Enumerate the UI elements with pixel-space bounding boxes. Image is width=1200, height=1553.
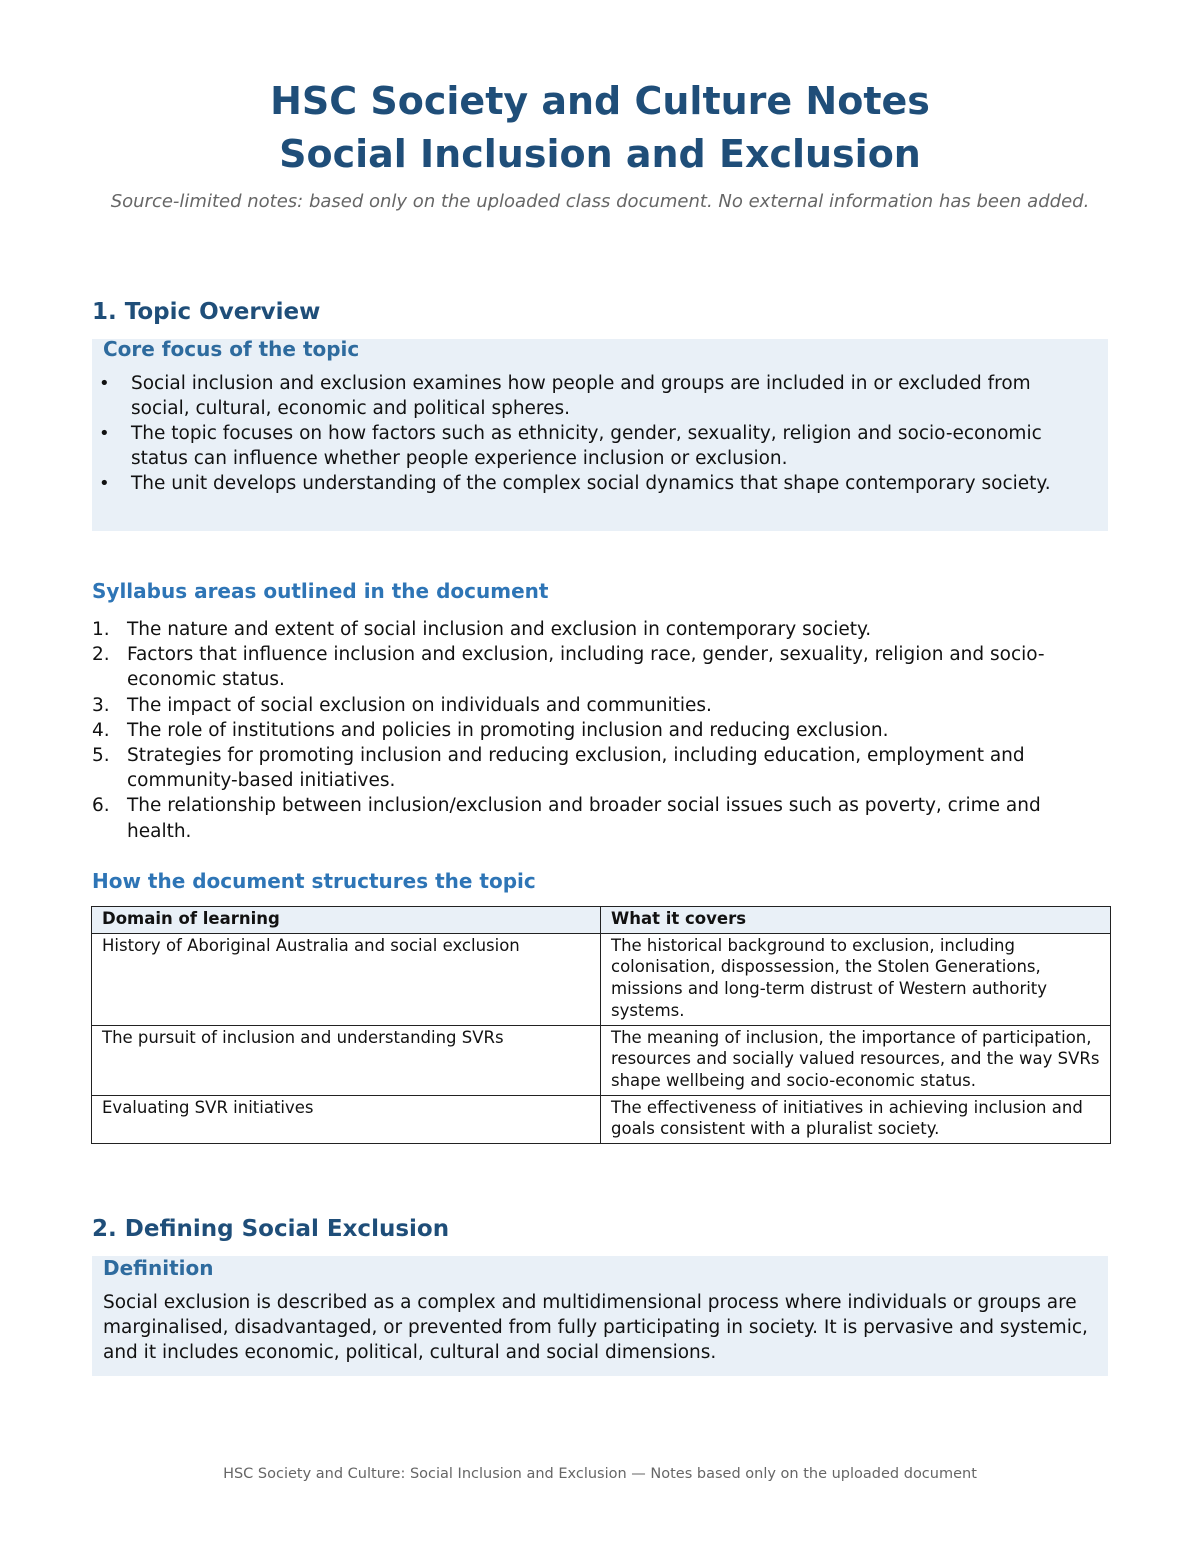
section-heading-topic-overview: 1. Topic Overview [92, 299, 321, 325]
list-item [92, 743, 1108, 793]
structure-heading: How the document structures the topic [92, 869, 536, 893]
list-number: 3. [92, 694, 110, 716]
list-text: Factors that influence inclusion and exclusion, including race, gender, sexuality, religion and socio-economic status. [127, 644, 1045, 691]
list-number: 6. [92, 795, 110, 817]
document-title-line-1: HSC Society and Culture Notes [270, 79, 930, 123]
list-item: • The unit develops understanding of the complex social dynamics that shape contemporary society. [92, 471, 1091, 496]
list-item [92, 617, 1108, 642]
list-text: The nature and extent of social inclusion and exclusion in contemporary society. [127, 619, 872, 640]
table-cell: The pursuit of inclusion and understanding SVRs [92, 1025, 601, 1095]
table-cell: The historical background to exclusion, including colonisation, dispossession, the Stolen Generations, missions and long-term distrust of Western authority systems. [601, 933, 1111, 1025]
list-number: 1. [92, 619, 110, 640]
list-item [92, 693, 1108, 718]
core-focus-list [92, 371, 1091, 496]
domain-table [91, 906, 1111, 1144]
table-row [92, 933, 1111, 1025]
list-text: The role of institutions and policies in promoting inclusion and reducing exclusion. [127, 719, 889, 741]
definition-heading: Definition [103, 1256, 214, 1280]
table-cell: The meaning of inclusion, the importance of participation, resources and socially valued resources, and the way SVRs shape wellbeing and socio-economic status. [601, 1025, 1111, 1095]
syllabus-heading: Syllabus areas outlined in the document [92, 579, 549, 603]
document-title-line-2: Social Inclusion and Exclusion [279, 132, 921, 176]
definition-box [92, 1256, 1108, 1376]
list-number: 5. [92, 745, 110, 767]
list-number: 4. [92, 719, 110, 741]
table-header-row [92, 907, 1111, 934]
list-item: • Social inclusion and exclusion examines how people and groups are included in or excluded from social, cultural, economic and political spheres. [92, 371, 1091, 421]
table-cell: The effectiveness of initiatives in achieving inclusion and goals consistent with a pluralist society. [601, 1095, 1111, 1143]
section-heading-defining-exclusion: 2. Defining Social Exclusion [92, 1216, 450, 1242]
column-header-domain: Domain of learning [92, 907, 601, 934]
list-text: Strategies for promoting inclusion and reducing exclusion, including education, employment and community-based initiatives. [127, 745, 1025, 792]
page-footer: HSC Society and Culture: Social Inclusion and Exclusion — Notes based only on the uploaded document [223, 1466, 977, 1482]
core-focus-heading: Core focus of the topic [103, 337, 360, 361]
table-cell: Evaluating SVR initiatives [92, 1095, 601, 1143]
table-row [92, 1095, 1111, 1143]
list-text: The impact of social exclusion on individuals and communities. [127, 694, 712, 716]
core-focus-box [92, 339, 1108, 531]
list-text: The relationship between inclusion/exclusion and broader social issues such as poverty, crime and health. [127, 795, 1041, 842]
table-cell: History of Aboriginal Australia and social exclusion [92, 933, 601, 1025]
list-item: • The topic focuses on how factors such as ethnicity, gender, sexuality, religion and socio-economic status can influence whether people experience inclusion or exclusion. [92, 421, 1091, 471]
table-row [92, 1025, 1111, 1095]
document-subtitle: Source-limited notes: based only on the uploaded class document. No external information has been added. [110, 191, 1090, 212]
list-item [92, 718, 1108, 743]
list-item [92, 793, 1108, 843]
syllabus-list [92, 617, 1108, 844]
column-header-covers: What it covers [601, 907, 1111, 934]
list-number: 2. [92, 644, 110, 666]
definition-text: Social exclusion is described as a complex and multidimensional process where individuals or groups are marginalised, disadvantaged, or prevented from fully participating in society. It is pervasive and systemic, and it includes economic, political, cultural and social dimensions. [103, 1292, 1088, 1363]
list-item [92, 642, 1108, 692]
